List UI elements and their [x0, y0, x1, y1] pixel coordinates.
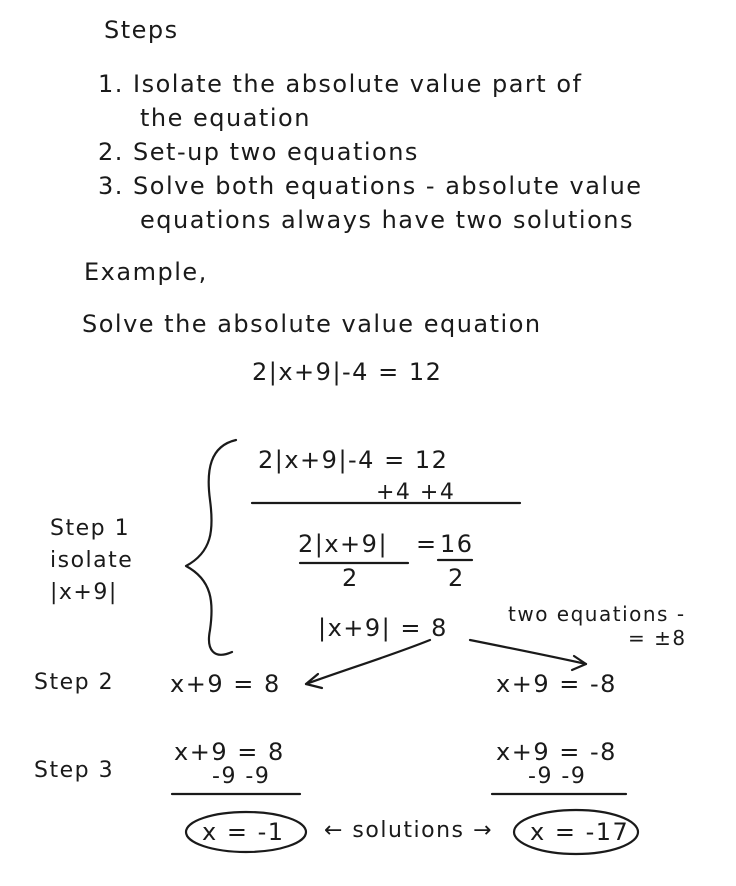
- step1-fraction-rhs-den: 2: [448, 564, 465, 592]
- step2-left-equation: x+9 = 8: [170, 670, 281, 698]
- curly-brace: [186, 440, 236, 655]
- step-three-text: 3. Solve both equations - absolute value: [98, 172, 643, 200]
- steps-heading: Steps: [104, 16, 179, 44]
- step-one-text: 1. Isolate the absolute value part of: [98, 70, 583, 98]
- problem-equation: 2|x+9|-4 = 12: [252, 358, 443, 386]
- step2-right-equation: x+9 = -8: [496, 670, 617, 698]
- right-branch-arrow: [470, 640, 586, 664]
- step3-left-subtract: -9 -9: [212, 764, 271, 789]
- step1-fraction-rhs-num: 16: [440, 530, 474, 558]
- solutions-label: ← solutions →: [324, 818, 493, 843]
- step2-label: Step 2: [34, 670, 115, 695]
- step-two-text: 2. Set-up two equations: [98, 138, 419, 166]
- step1-fraction-lhs-den: 2: [342, 564, 359, 592]
- step1-label: Step 1: [50, 516, 131, 541]
- problem-prompt: Solve the absolute value equation: [82, 310, 542, 338]
- step3-left-equation: x+9 = 8: [174, 738, 285, 766]
- example-label: Example,: [84, 258, 208, 286]
- step3-right-subtract: -9 -9: [528, 764, 587, 789]
- right-solution: x = -17: [530, 818, 630, 846]
- step-one-text-cont: the equation: [140, 104, 311, 132]
- step3-label: Step 3: [34, 758, 115, 783]
- step1-fraction-lhs-num: 2|x+9|: [298, 530, 389, 558]
- two-equations-note: two equations -: [508, 602, 686, 626]
- plus-minus-note: = ±8: [628, 626, 687, 650]
- right-arrowhead: [572, 656, 586, 670]
- step1-fraction-equals: =: [416, 530, 438, 558]
- step1-sublabel: isolate: [50, 548, 134, 573]
- step1-expression: |x+9|: [50, 580, 118, 605]
- step1-equation: 2|x+9|-4 = 12: [258, 446, 449, 474]
- step3-right-equation: x+9 = -8: [496, 738, 617, 766]
- left-branch-arrow: [306, 640, 430, 684]
- step1-result: |x+9| = 8: [318, 614, 448, 642]
- left-arrowhead: [306, 674, 322, 688]
- step-three-text-cont: equations always have two solutions: [140, 206, 634, 234]
- left-solution: x = -1: [202, 818, 285, 846]
- step1-add-four: +4 +4: [376, 480, 456, 505]
